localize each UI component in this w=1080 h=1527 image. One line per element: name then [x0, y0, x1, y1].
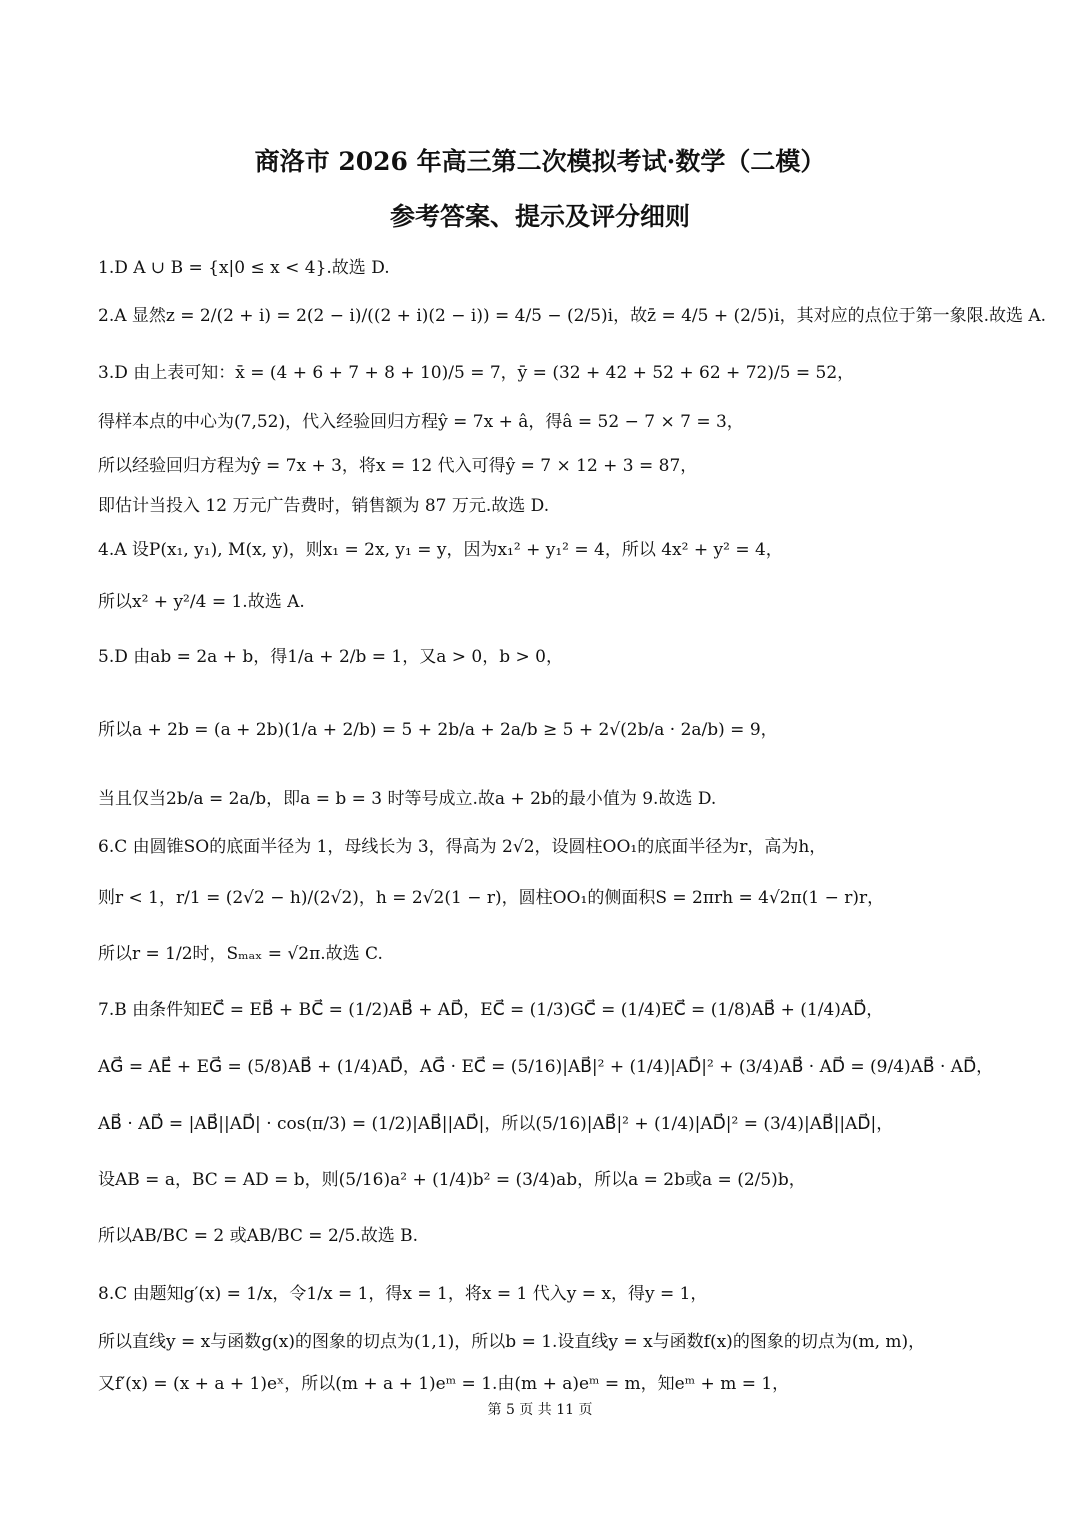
answer-line: 8.C 由题知g′(x) = 1/x，令1/x = 1，得x = 1，将x = 1 代入y = x，得y = 1，: [98, 1284, 708, 1304]
answer-line: 5.D 由ab = 2a + b，得1/a + 2/b = 1，又a > 0，b > 0，: [98, 647, 563, 667]
page-number: 第 5 页 共 11 页: [487, 1402, 593, 1418]
answer-line: 则r < 1，r/1 = (2√2 − h)/(2√2)，h = 2√2(1 − r)，圆柱OO₁的侧面积S = 2πrh = 4√2π(1 − r)r，: [98, 888, 885, 908]
answer-line: 2.A 显然z = 2/(2 + i) = 2(2 − i)/((2 + i)(2 − i)) = 4/5 − (2/5)i，故z̄ = 4/5 + (2/5)i，其对应的点位于第一象限.故选 A.: [98, 306, 1047, 326]
answer-line: 当且仅当2b/a = 2a/b，即a = b = 3 时等号成立.故a + 2b的最小值为 9.故选 D.: [98, 789, 717, 809]
answer-line: 即估计当投入 12 万元广告费时，销售额为 87 万元.故选 D.: [98, 496, 550, 516]
answer-line: 所以r = 1/2时，Sₘₐₓ = √2π.故选 C.: [98, 944, 383, 964]
answer-line: 6.C 由圆锥SO的底面半径为 1，母线长为 3，得高为 2√2，设圆柱OO₁的底面半径为r，高为h，: [98, 837, 827, 857]
page-title: 商洛市 2026 年高三第二次模拟考试·数学（二模）: [254, 147, 826, 176]
answer-line: 设AB = a，BC = AD = b，则(5/16)a² + (1/4)b² = (3/4)ab，所以a = 2b或a = (2/5)b，: [98, 1170, 806, 1190]
answer-line: 所以经验回归方程为ŷ = 7x + 3，将x = 12 代入可得ŷ = 7 × 12 + 3 = 87，: [98, 456, 698, 476]
answer-line: 1.D A ∪ B = {x|0 ≤ x < 4}.故选 D.: [98, 258, 390, 278]
answer-line: 所以a + 2b = (a + 2b)(1/a + 2/b) = 5 + 2b/a + 2a/b ≥ 5 + 2√(2b/a · 2a/b) = 9，: [98, 720, 778, 740]
answer-line: AG⃗ = AE⃗ + EG⃗ = (5/8)AB⃗ + (1/4)AD⃗，AG⃗ · EC⃗ = (5/16)|AB⃗|² + (1/4)|AD⃗|² + (3/4)AB⃗ · AD⃗ = (9/4)AB⃗ · AD⃗，: [98, 1057, 994, 1077]
answer-line: 7.B 由条件知EC⃗ = EB⃗ + BC⃗ = (1/2)AB⃗ + AD⃗，EC⃗ = (1/3)GC⃗ = (1/4)EC⃗ = (1/8)AB⃗ + (1/4)AD⃗，: [98, 1000, 884, 1020]
answer-line: 所以直线y = x与函数g(x)的图象的切点为(1,1)，所以b = 1.设直线y = x与函数f(x)的图象的切点为(m, m)，: [98, 1332, 926, 1352]
answer-line: 得样本点的中心为(7,52)，代入经验回归方程ŷ = 7x + â，得â = 52 − 7 × 7 = 3，: [98, 412, 744, 432]
answer-line: AB⃗ · AD⃗ = |AB⃗||AD⃗| · cos(π/3) = (1/2)|AB⃗||AD⃗|，所以(5/16)|AB⃗|² + (1/4)|AD⃗|² = (3/4)|AB⃗||AD⃗|，: [98, 1114, 894, 1134]
page-subtitle: 参考答案、提示及评分细则: [389, 202, 690, 231]
answer-line: 所以AB/BC = 2 或AB/BC = 2/5.故选 B.: [98, 1226, 419, 1246]
answer-line: 3.D 由上表可知：x̄ = (4 + 6 + 7 + 8 + 10)/5 = 7，ȳ = (32 + 42 + 52 + 62 + 72)/5 = 52，: [98, 363, 855, 383]
answer-line: 所以x² + y²/4 = 1.故选 A.: [98, 592, 305, 612]
answer-line: 又f′(x) = (x + a + 1)eˣ，所以(m + a + 1)eᵐ = 1.由(m + a)eᵐ = m，知eᵐ + m = 1，: [98, 1374, 790, 1394]
answer-line: 4.A 设P(x₁, y₁), M(x, y)，则x₁ = 2x, y₁ = y，因为x₁² + y₁² = 4，所以 4x² + y² = 4，: [98, 540, 783, 560]
